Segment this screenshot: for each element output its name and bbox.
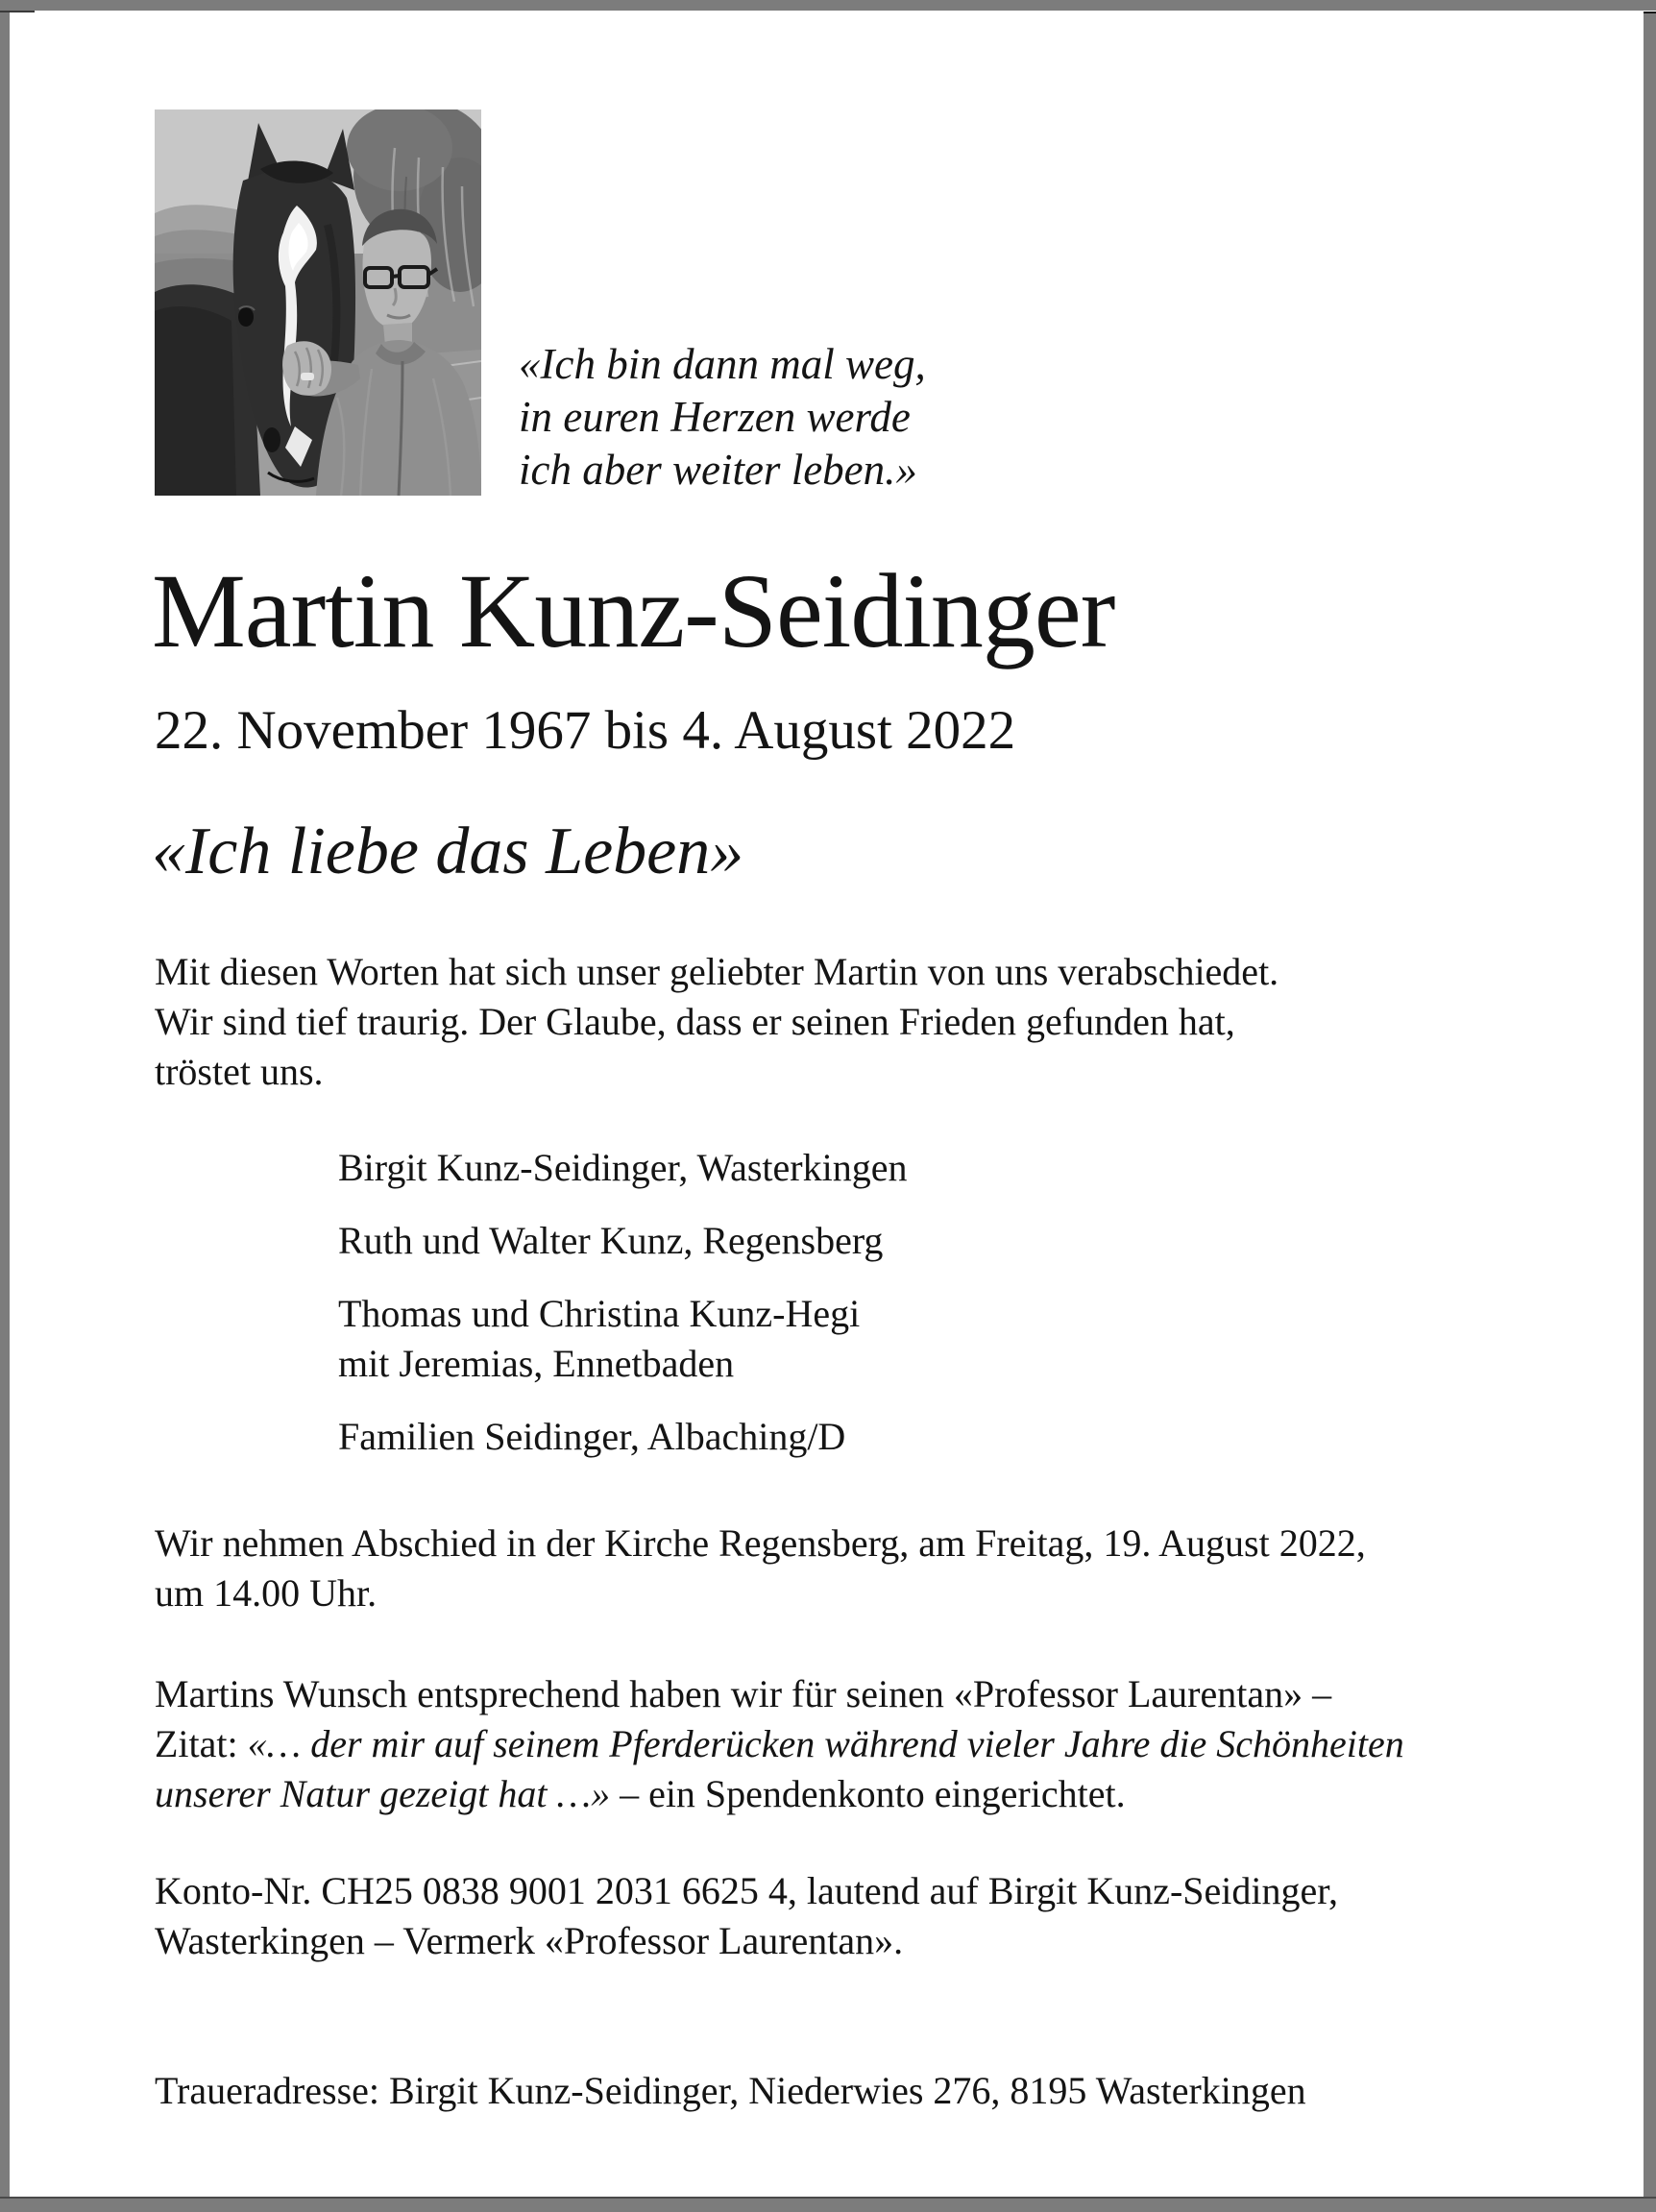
mourner-entry — [338, 1143, 907, 1193]
deceased-name: Martin Kunz-Seidinger — [152, 552, 1115, 669]
donation-quote-italic: «… der mir auf seinem Pferderücken während vieler Jahre die Schönheiten — [247, 1722, 1404, 1765]
mourner-entry — [338, 1412, 907, 1462]
donation-line-end: – ein Spendenkonto eingerichtet. — [610, 1772, 1126, 1815]
donation-line — [155, 1769, 1404, 1819]
donation-quote-italic: unserer Natur gezeigt hat …» — [155, 1772, 611, 1815]
scan-edge-shadow-topright — [1644, 12, 1656, 13]
mourner-line: Thomas und Christina Kunz-Hegi — [338, 1292, 861, 1335]
account-line: Wasterkingen – Vermerk «Professor Laurentan». — [155, 1919, 904, 1962]
account-line: Konto-Nr. CH25 0838 9001 2031 6625 4, lautend auf Birgit Kunz-Seidinger, — [155, 1869, 1338, 1912]
donation-zitat-label: Zitat: — [155, 1722, 248, 1765]
mourning-address: Traueradresse: Birgit Kunz-Seidinger, Niederwies 276, 8195 Wasterkingen — [155, 2069, 1306, 2112]
portrait-photo — [155, 109, 481, 496]
scan-edge-top — [0, 0, 1656, 11]
intro-line: Mit diesen Worten hat sich unser geliebter Martin von uns verabschiedet. — [155, 950, 1279, 993]
portrait-photo-graphic — [155, 109, 481, 496]
mourner-line: Familien Seidinger, Albaching/D — [338, 1415, 846, 1458]
scan-edge-right — [1644, 12, 1656, 2212]
funeral-paragraph — [155, 1519, 1366, 1618]
funeral-line: um 14.00 Uhr. — [155, 1571, 377, 1615]
mourner-line: mit Jeremias, Ennetbaden — [338, 1342, 735, 1385]
intro-line: Wir sind tief traurig. Der Glaube, dass er seinen Frieden gefunden hat, — [155, 1000, 1235, 1043]
motto-quote: «Ich liebe das Leben» — [152, 814, 744, 888]
mourners-list — [338, 1143, 907, 1485]
scan-edge-left — [0, 11, 10, 2212]
photo-quote-line: «Ich bin dann mal weg, — [519, 340, 926, 388]
photo-quote-line: in euren Herzen werde — [519, 393, 911, 441]
account-paragraph — [155, 1866, 1338, 1966]
life-dates: 22. November 1967 bis 4. August 2022 — [155, 700, 1016, 761]
photo-quote-line: ich aber weiter leben.» — [519, 446, 917, 494]
scan-edge-shadow-topleft — [0, 11, 35, 12]
donation-paragraph — [155, 1669, 1404, 1819]
donation-line — [155, 1719, 1404, 1769]
funeral-line: Wir nehmen Abschied in der Kirche Regensberg, am Freitag, 19. August 2022, — [155, 1521, 1366, 1565]
intro-paragraph — [155, 947, 1279, 1097]
scan-edge-bottom — [0, 2199, 1656, 2212]
mourner-entry — [338, 1289, 907, 1389]
intro-line: tröstet uns. — [155, 1050, 324, 1093]
mourner-entry — [338, 1216, 907, 1266]
mourner-line: Ruth und Walter Kunz, Regensberg — [338, 1219, 884, 1262]
mourner-line: Birgit Kunz-Seidinger, Wasterkingen — [338, 1146, 908, 1189]
photo-quote — [519, 338, 926, 497]
donation-line: Martins Wunsch entsprechend haben wir für seinen «Professor Laurentan» – — [155, 1672, 1332, 1715]
scan-edge-shadow-bottom — [0, 2197, 1656, 2199]
